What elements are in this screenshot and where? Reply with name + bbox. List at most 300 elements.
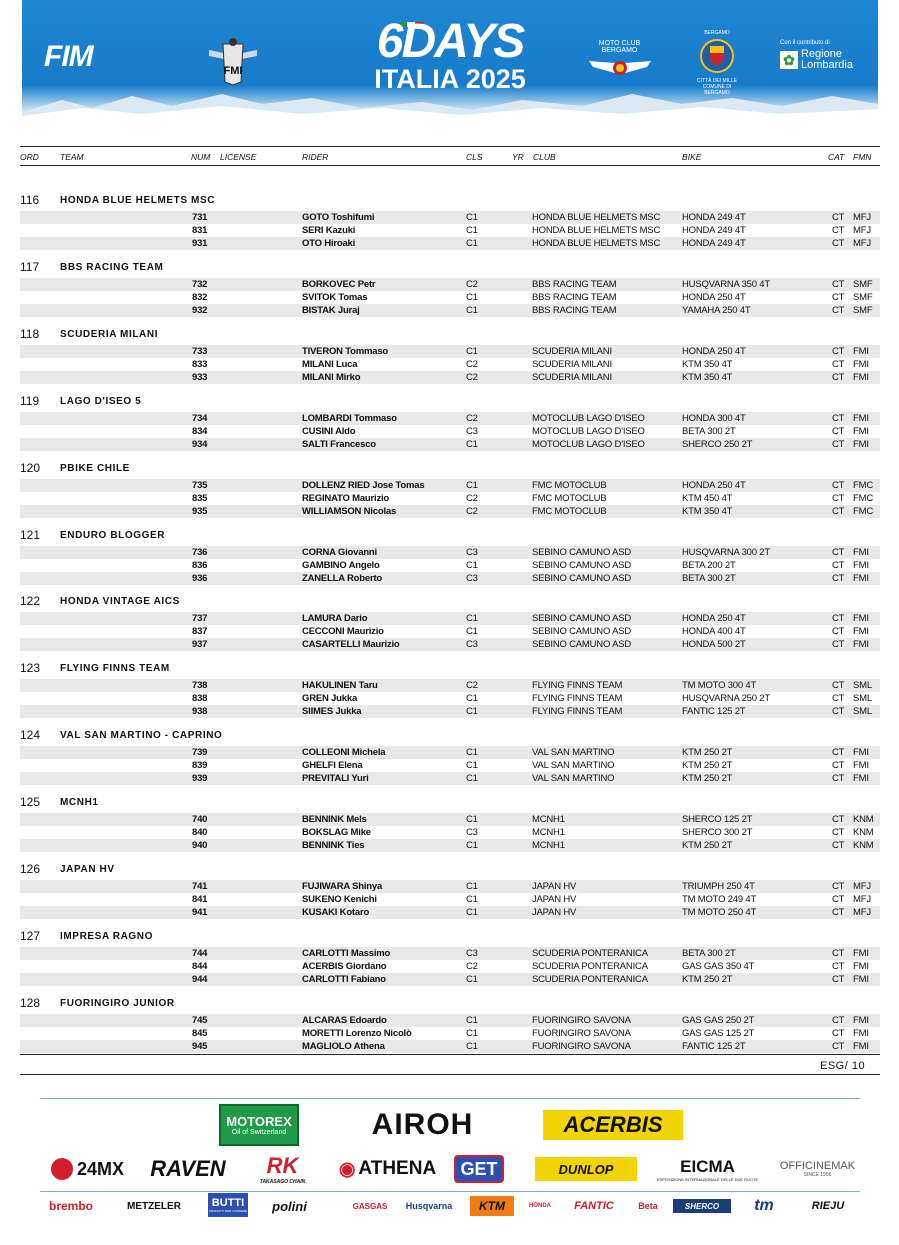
rider-name: CARLOTTI Fabiano <box>302 973 386 985</box>
rider-name: CECCONI Maurizio <box>302 625 384 637</box>
rider-cat: CT <box>832 572 845 584</box>
rider-row <box>20 1027 880 1040</box>
rider-row <box>20 492 880 505</box>
rider-name: BENNINK Ties <box>302 839 365 851</box>
rider-num: 731 <box>192 212 208 223</box>
rider-cat: CT <box>832 826 845 838</box>
rider-row <box>20 973 880 986</box>
rider-row <box>20 412 880 425</box>
rider-name: MAGLIOLO Athena <box>302 1040 385 1052</box>
rider-club: BBS RACING TEAM <box>532 304 617 316</box>
rider-name: GAMBINO Angelo <box>302 559 380 571</box>
rider-fmn: FMI <box>853 625 869 637</box>
rider-bike: BETA 300 2T <box>682 425 736 437</box>
rider-row <box>20 839 880 852</box>
lombardia-caption: Con il contributo di <box>780 40 830 46</box>
rider-fmn: FMC <box>853 480 873 491</box>
team-ord: 127 <box>20 929 41 943</box>
rider-bike: SHERCO 300 2T <box>682 826 753 838</box>
team-ord: 117 <box>20 260 40 274</box>
rider-cls: C1 <box>466 237 478 249</box>
rider-club: FMC MOTOCLUB <box>532 480 607 491</box>
rider-club: MOTOCLUB LAGO D'ISEO <box>532 438 645 450</box>
rider-fmn: MFJ <box>853 224 871 236</box>
rider-club: BBS RACING TEAM <box>532 279 617 290</box>
rider-bike: KTM 250 2T <box>682 839 733 851</box>
rider-club: MOTOCLUB LAGO D'ISEO <box>532 413 645 424</box>
rider-cls: C2 <box>466 279 478 290</box>
rider-bike: HONDA 400 4T <box>682 625 746 637</box>
rider-cls: C1 <box>466 559 478 571</box>
rider-num: 836 <box>192 559 208 571</box>
rider-cls: C1 <box>466 291 478 303</box>
rider-fmn: MFJ <box>853 237 871 249</box>
team-ord: 124 <box>20 728 41 742</box>
rider-bike: KTM 250 2T <box>682 973 733 985</box>
rider-fmn: SMF <box>853 291 873 303</box>
rider-club: SCUDERIA MILANI <box>532 346 612 357</box>
rider-bike: HONDA 250 4T <box>682 480 746 491</box>
rider-row <box>20 304 880 317</box>
rider-name: GOTO Toshifumi <box>302 212 375 223</box>
rider-fmn: FMI <box>853 1040 869 1052</box>
rider-name: PREVITALI Yuri <box>302 772 369 784</box>
rider-num: 932 <box>192 304 208 316</box>
rider-club: SEBINO CAMUNO ASD <box>532 625 632 637</box>
rider-bike: HUSQVARNA 350 4T <box>682 279 770 290</box>
team-ord: 128 <box>20 996 41 1010</box>
athena-logo <box>335 1153 440 1185</box>
rider-club: SEBINO CAMUNO ASD <box>532 638 632 650</box>
rider-num: 841 <box>192 893 208 905</box>
rider-row <box>20 772 880 785</box>
rider-bike: KTM 250 2T <box>682 772 733 784</box>
rider-club: MOTOCLUB LAGO D'ISEO <box>532 425 645 437</box>
rider-fmn: FMC <box>853 492 873 504</box>
rider-cat: CT <box>832 425 845 437</box>
rk-logo <box>255 1153 310 1185</box>
rider-cls: C1 <box>466 1027 478 1039</box>
rider-fmn: KNM <box>853 826 874 838</box>
rider-cls: C1 <box>466 438 478 450</box>
rider-cls: C1 <box>466 1040 478 1052</box>
rider-fmn: FMI <box>853 973 869 985</box>
rider-fmn: MFJ <box>853 906 871 918</box>
footer-rule-2 <box>20 1074 880 1075</box>
rider-num: 835 <box>192 492 208 504</box>
team-name: FUORINGIRO JUNIOR <box>60 998 175 1009</box>
team-name: HONDA VINTAGE AICS <box>60 596 180 607</box>
eicma-sub: ESPOSIZIONE INTERNAZIONALE DELLE DUE RUOTE <box>656 1176 759 1182</box>
footer-rule <box>20 1054 880 1055</box>
rider-num: 834 <box>192 425 208 437</box>
team-ord: 120 <box>20 461 41 475</box>
rider-num: 844 <box>192 960 208 972</box>
col-yr: YR <box>512 152 524 162</box>
rider-num: 840 <box>192 826 208 838</box>
bergamo-mid-label: CITTÀ DEI MILLE <box>696 78 737 84</box>
rider-name: SVITOK Tomas <box>302 291 368 303</box>
rider-num: 735 <box>192 480 208 491</box>
eicma-label: EICMA <box>680 1156 735 1176</box>
rider-bike: SHERCO 250 2T <box>682 438 753 450</box>
rider-club: FLYING FINNS TEAM <box>532 705 623 717</box>
rider-cat: CT <box>832 960 845 972</box>
sponsor-divider-2 <box>40 1191 860 1192</box>
rider-cat: CT <box>832 291 845 303</box>
rider-num: 737 <box>192 613 208 624</box>
rider-cls: C3 <box>466 547 478 558</box>
rider-club: FMC MOTOCLUB <box>532 492 607 504</box>
rider-row <box>20 1014 880 1027</box>
rider-name: OTO Hiroaki <box>302 237 356 249</box>
rider-fmn: SMF <box>853 304 873 316</box>
rider-cls: C1 <box>466 346 478 357</box>
rider-fmn: FMI <box>853 759 869 771</box>
rider-name: SUKENO Kenichi <box>302 893 377 905</box>
eicma-logo <box>656 1151 759 1187</box>
athena-icon: ◉ <box>338 1158 356 1180</box>
rider-num: 837 <box>192 625 208 637</box>
team-name: ENDURO BLOGGER <box>60 530 166 541</box>
rider-cat: CT <box>832 772 845 784</box>
bergamo-top-label: BERGAMO <box>704 30 730 36</box>
rider-cls: C2 <box>466 371 478 383</box>
rider-num: 941 <box>192 906 208 918</box>
event-title-line2: ITALIA 2025 <box>374 64 526 94</box>
butti-sub: PRODOTTI PER CORRERE <box>208 1209 248 1213</box>
rider-fmn: FMI <box>853 371 869 383</box>
rider-cls: C1 <box>466 906 478 918</box>
rider-cls: C1 <box>466 692 478 704</box>
rider-row <box>20 705 880 718</box>
rider-num: 944 <box>192 973 208 985</box>
rider-name: BISTAK Juraj <box>302 304 360 316</box>
rider-num: 734 <box>192 413 208 424</box>
rider-cat: CT <box>832 839 845 851</box>
rider-name: MILANI Luca <box>302 358 358 370</box>
rider-cat: CT <box>832 237 845 249</box>
rider-name: COLLEONI Michela <box>302 747 386 758</box>
rider-fmn: KNM <box>853 814 874 825</box>
regione-lombardia-logo <box>780 40 853 71</box>
rider-cat: CT <box>832 346 845 357</box>
rider-num: 832 <box>192 291 208 303</box>
rider-cls: C1 <box>466 224 478 236</box>
rider-name: FUJIWARA Shinya <box>302 881 383 892</box>
rider-name: KUSAKI Kotaro <box>302 906 370 918</box>
rider-row <box>20 224 880 237</box>
rider-club: SEBINO CAMUNO ASD <box>532 613 632 624</box>
rider-row <box>20 612 880 625</box>
rider-cls: C1 <box>466 304 478 316</box>
rider-fmn: SML <box>853 705 872 717</box>
rider-name: BENNINK Mels <box>302 814 367 825</box>
rider-cat: CT <box>832 492 845 504</box>
rider-cat: CT <box>832 559 845 571</box>
rider-fmn: FMI <box>853 547 869 558</box>
rider-cls: C1 <box>466 893 478 905</box>
rider-club: SEBINO CAMUNO ASD <box>532 547 632 558</box>
rider-num: 839 <box>192 759 208 771</box>
rider-row <box>20 679 880 692</box>
rider-bike: BETA 200 2T <box>682 559 736 571</box>
officinemak-logo <box>775 1151 860 1187</box>
rider-row <box>20 880 880 893</box>
rider-bike: HONDA 250 4T <box>682 613 746 624</box>
rider-name: LAMURA Dario <box>302 613 368 624</box>
rider-name: BOKSLAG Mike <box>302 826 371 838</box>
team-ord: 122 <box>20 594 41 608</box>
rider-num: 945 <box>192 1040 208 1052</box>
rider-bike: TM MOTO 249 4T <box>682 893 757 905</box>
rider-fmn: SML <box>853 692 872 704</box>
team-ord: 118 <box>20 327 40 341</box>
rider-cat: CT <box>832 906 845 918</box>
rider-cat: CT <box>832 893 845 905</box>
rider-bike: BETA 300 2T <box>682 948 736 959</box>
col-team: TEAM <box>60 152 84 162</box>
rider-club: BBS RACING TEAM <box>532 291 617 303</box>
rider-fmn: FMI <box>853 613 869 624</box>
team-name: FLYING FINNS TEAM <box>60 663 170 674</box>
rider-row <box>20 358 880 371</box>
rider-row <box>20 826 880 839</box>
rider-cat: CT <box>832 948 845 959</box>
motorex-label: MOTOREX <box>226 1114 292 1129</box>
rider-club: JAPAN HV <box>532 906 577 918</box>
col-license: LICENSE <box>220 152 257 162</box>
col-rider: RIDER <box>302 152 329 162</box>
rider-row <box>20 438 880 451</box>
rider-cls: C2 <box>466 492 478 504</box>
rider-club: FMC MOTOCLUB <box>532 505 607 517</box>
team-name: MCNH1 <box>60 797 99 808</box>
rider-club: SEBINO CAMUNO ASD <box>532 559 632 571</box>
rider-cat: CT <box>832 1027 845 1039</box>
rider-name: ACERBIS Giordano <box>302 960 387 972</box>
rider-fmn: FMI <box>853 638 869 650</box>
rider-row <box>20 425 880 438</box>
rider-bike: HONDA 249 4T <box>682 212 746 223</box>
rider-num: 936 <box>192 572 208 584</box>
rider-row <box>20 505 880 518</box>
rider-name: CUSINI Aldo <box>302 425 356 437</box>
ktm-logo: KTM <box>470 1196 514 1216</box>
rider-row <box>20 947 880 960</box>
rider-club: MCNH1 <box>532 826 565 838</box>
rider-num: 739 <box>192 747 208 758</box>
col-num: NUM <box>191 152 211 162</box>
rider-name: SALTI Francesco <box>302 438 376 450</box>
team-name: BBS RACING TEAM <box>60 262 164 273</box>
team-ord: 123 <box>20 661 41 675</box>
24mx-logo <box>40 1153 135 1185</box>
rider-club: HONDA BLUE HELMETS MSC <box>532 224 661 236</box>
rider-bike: FANTIC 125 2T <box>682 705 746 717</box>
team-ord: 116 <box>20 193 40 207</box>
rider-name: MORETTI Lorenzo Nicolò <box>302 1027 412 1039</box>
rider-cls: C1 <box>466 772 478 784</box>
rider-fmn: MFJ <box>853 212 871 223</box>
rider-cls: C3 <box>466 572 478 584</box>
rider-cat: CT <box>832 304 845 316</box>
rider-club: FLYING FINNS TEAM <box>532 680 623 691</box>
metzeler-logo: METZELER <box>127 1200 181 1212</box>
rider-name: TIVERON Tommaso <box>302 346 389 357</box>
rider-club: SCUDERIA PONTERANICA <box>532 948 648 959</box>
rider-bike: TM MOTO 250 4T <box>682 906 757 918</box>
rider-cls: C2 <box>466 680 478 691</box>
rider-cls: C1 <box>466 1015 478 1026</box>
rider-name: MILANI Mirko <box>302 371 361 383</box>
team-name: IMPRESA RAGNO <box>60 931 153 942</box>
gasgas-logo: GASGAS <box>352 1201 388 1211</box>
fim-logo: FIM <box>44 40 93 73</box>
rider-fmn: FMI <box>853 346 869 357</box>
rider-row <box>20 625 880 638</box>
athena-label: ATHENA <box>358 1158 437 1179</box>
fmi-letters: FMI <box>223 65 243 77</box>
brembo-logo: brembo <box>48 1199 93 1213</box>
rider-cat: CT <box>832 705 845 717</box>
rider-name: REGINATO Maurizio <box>302 492 390 504</box>
rider-bike: FANTIC 125 2T <box>682 1040 746 1052</box>
rider-row <box>20 546 880 559</box>
husqvarna-logo: Husqvarna <box>405 1201 453 1211</box>
col-ord: ORD <box>20 152 39 162</box>
rider-fmn: MFJ <box>853 881 871 892</box>
team-name: HONDA BLUE HELMETS MSC <box>60 195 216 206</box>
rider-row <box>20 746 880 759</box>
rider-cls: C1 <box>466 814 478 825</box>
rider-bike: KTM 250 2T <box>682 759 733 771</box>
team-ord: 121 <box>20 528 41 542</box>
rider-bike: HONDA 300 4T <box>682 413 746 424</box>
rider-row <box>20 211 880 224</box>
snowy-mountains-decoration <box>22 82 878 122</box>
team-name: LAGO D'ISEO 5 <box>60 396 142 407</box>
rider-fmn: FMI <box>853 747 869 758</box>
rider-cat: CT <box>832 505 845 517</box>
bergamo-bottom-label: COMUNE DI BERGAMO <box>702 84 732 96</box>
rider-bike: HONDA 250 4T <box>682 346 746 357</box>
rider-row <box>20 960 880 973</box>
tm-logo: tm <box>754 1197 774 1214</box>
rider-cls: C3 <box>466 638 478 650</box>
rider-club: SCUDERIA MILANI <box>532 371 612 383</box>
rider-cls: C1 <box>466 480 478 491</box>
get-logo: GET <box>454 1155 504 1183</box>
rider-club: SCUDERIA MILANI <box>532 358 612 370</box>
rider-bike: HONDA 249 4T <box>682 237 746 249</box>
lombardia-line1: Regione <box>801 48 842 60</box>
rider-bike: KTM 350 4T <box>682 358 733 370</box>
rider-num: 937 <box>192 638 208 650</box>
rider-fmn: FMI <box>853 572 869 584</box>
rider-name: SERI Kazuki <box>302 224 356 236</box>
rider-num: 933 <box>192 371 208 383</box>
rider-fmn: FMI <box>853 960 869 972</box>
rk-sub: TAKASAGO CHAIN <box>259 1179 306 1185</box>
rider-name: ZANELLA Roberto <box>302 572 383 584</box>
rider-bike: HUSQVARNA 250 2T <box>682 692 770 704</box>
rider-fmn: FMI <box>853 559 869 571</box>
rider-cat: CT <box>832 480 845 491</box>
acerbis-logo: ACERBIS <box>543 1110 683 1140</box>
rider-num: 736 <box>192 547 208 558</box>
rider-club: FUORINGIRO SAVONA <box>532 1040 631 1052</box>
team-ord: 119 <box>20 394 40 408</box>
rider-row <box>20 237 880 250</box>
rider-bike: HONDA 250 4T <box>682 291 746 303</box>
rider-row <box>20 572 880 585</box>
header-banner <box>22 0 878 122</box>
rider-cat: CT <box>832 438 845 450</box>
rider-club: SCUDERIA PONTERANICA <box>532 960 648 972</box>
rider-cls: C1 <box>466 212 478 223</box>
rider-fmn: FMI <box>853 948 869 959</box>
rider-cls: C3 <box>466 948 478 959</box>
dunlop-logo: DUNLOP <box>535 1157 637 1181</box>
rider-name: DOLLENZ RIED Jose Tomas <box>302 480 425 491</box>
rider-row <box>20 371 880 384</box>
rider-bike: BETA 300 2T <box>682 572 736 584</box>
fmi-logo <box>207 36 259 86</box>
rider-num: 744 <box>192 948 208 959</box>
honda-logo: HONDA <box>529 1203 551 1209</box>
col-bike: BIKE <box>682 152 702 162</box>
rider-cls: C1 <box>466 839 478 851</box>
rider-row <box>20 906 880 919</box>
rider-cat: CT <box>832 1015 845 1026</box>
rider-cls: C3 <box>466 425 478 437</box>
rider-fmn: SML <box>853 680 872 691</box>
rider-num: 733 <box>192 346 208 357</box>
rider-club: SCUDERIA PONTERANICA <box>532 973 648 985</box>
rider-name: ALCARAS Edoardo <box>302 1015 387 1026</box>
rider-name: CASARTELLI Maurizio <box>302 638 400 650</box>
rider-club: FUORINGIRO SAVONA <box>532 1027 631 1039</box>
rider-cls: C1 <box>466 881 478 892</box>
rider-num: 745 <box>192 1015 208 1026</box>
sponsor-strip <box>0 1095 899 1245</box>
rider-row <box>20 345 880 358</box>
rider-club: JAPAN HV <box>532 893 577 905</box>
sherco-logo: SHERCO <box>673 1199 731 1213</box>
rider-num: 833 <box>192 358 208 370</box>
rider-cls: C1 <box>466 625 478 637</box>
rider-row <box>20 813 880 826</box>
rider-num: 931 <box>192 237 208 249</box>
rider-fmn: SMF <box>853 279 873 290</box>
rider-cat: CT <box>832 224 845 236</box>
rider-fmn: FMI <box>853 772 869 784</box>
rider-club: HONDA BLUE HELMETS MSC <box>532 237 661 249</box>
rider-row <box>20 1040 880 1053</box>
rider-name: LOMBARDI Tommaso <box>302 413 397 424</box>
rider-num: 934 <box>192 438 208 450</box>
butti-logo <box>208 1193 248 1217</box>
rider-row <box>20 559 880 572</box>
rider-cat: CT <box>832 413 845 424</box>
rider-num: 939 <box>192 772 208 784</box>
team-name: JAPAN HV <box>60 864 115 875</box>
24mx-label: 24MX <box>76 1158 125 1179</box>
rider-cat: CT <box>832 881 845 892</box>
rider-num: 740 <box>192 814 208 825</box>
rider-row <box>20 893 880 906</box>
